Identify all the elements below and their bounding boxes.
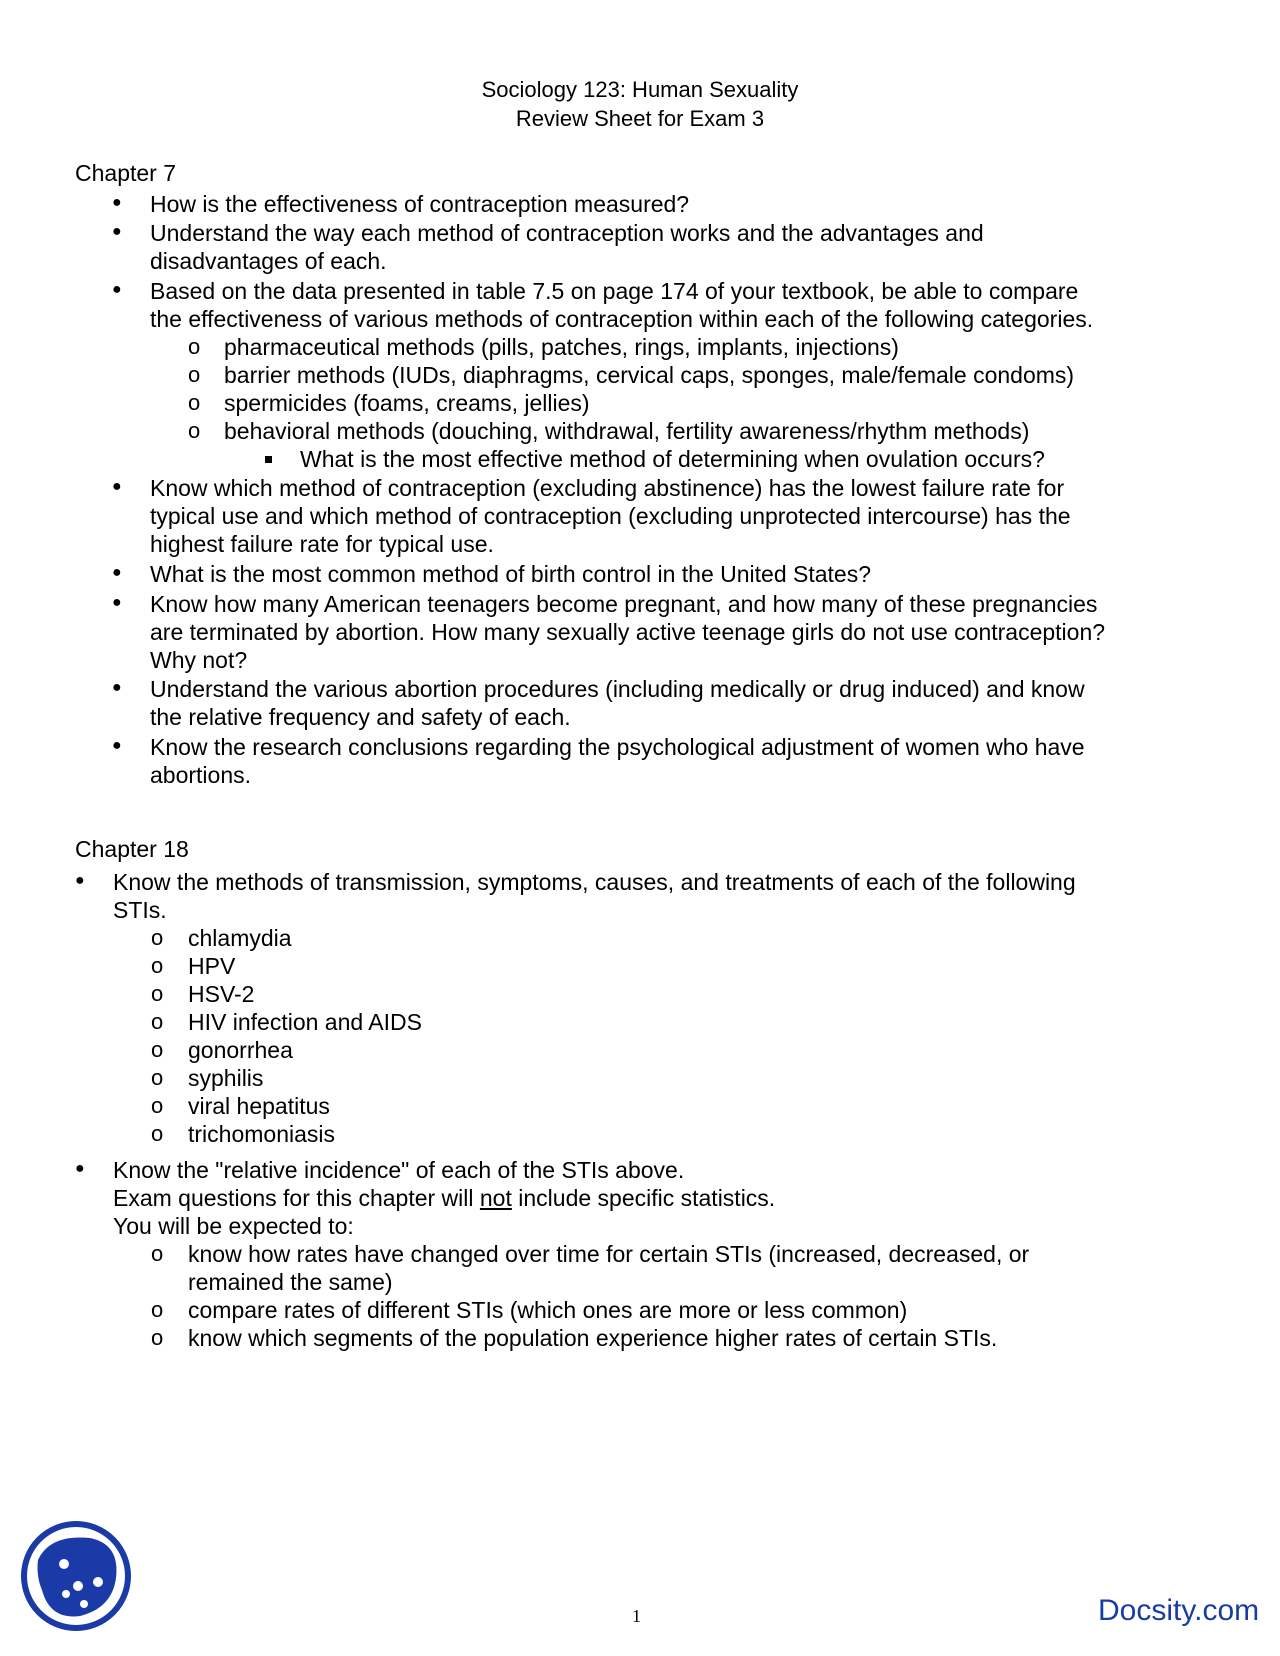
circle-bullet-icon: o xyxy=(188,390,201,415)
bullet-icon: ● xyxy=(75,1160,85,1177)
sub-list-item: behavioral methods (douching, withdrawal, fertility awareness/rhythm methods) xyxy=(224,418,1030,444)
bullet-icon: ● xyxy=(112,737,122,754)
circle-bullet-icon: o xyxy=(151,1037,164,1062)
page-number: 1 xyxy=(632,1606,641,1626)
document-subtitle: Review Sheet for Exam 3 xyxy=(515,106,765,131)
bullet-icon: ● xyxy=(112,194,122,211)
bullet-icon: ● xyxy=(112,281,122,298)
sub-list-item: know how rates have changed over time for certain STIs (increased, decreased, or xyxy=(188,1241,1030,1267)
document-title: Sociology 123: Human Sexuality xyxy=(481,77,799,102)
circle-bullet-icon: o xyxy=(151,1093,164,1118)
list-item-continued: the relative frequency and safety of each. xyxy=(150,704,571,730)
circle-bullet-icon: o xyxy=(151,1297,164,1322)
bullet-icon: ● xyxy=(112,223,122,240)
sti-list-item: gonorrhea xyxy=(188,1037,293,1063)
sti-list-item: syphilis xyxy=(188,1065,264,1091)
sub-list-item-continued: remained the same) xyxy=(188,1269,393,1295)
circle-bullet-icon: o xyxy=(188,362,201,387)
list-item-continued xyxy=(113,1184,775,1212)
circle-bullet-icon: o xyxy=(151,953,164,978)
circle-bullet-icon: o xyxy=(151,1065,164,1090)
list-item: Know the methods of transmission, symptoms, causes, and treatments of each of the following xyxy=(113,869,1076,895)
circle-bullet-icon: o xyxy=(151,1325,164,1350)
exam-note-text: Exam questions for this chapter will xyxy=(113,1185,480,1211)
bullet-icon: ● xyxy=(112,594,122,611)
circle-bullet-icon: o xyxy=(188,418,201,443)
sti-list-item: trichomoniasis xyxy=(188,1121,335,1147)
list-item-continued: abortions. xyxy=(150,762,252,788)
exam-note-text: include specific statistics. xyxy=(511,1185,776,1211)
list-item-continued: disadvantages of each. xyxy=(150,248,387,274)
bullet-icon: ● xyxy=(112,564,122,581)
list-item: How is the effectiveness of contraception measured? xyxy=(150,191,690,217)
sub-list-item: spermicides (foams, creams, jellies) xyxy=(224,390,590,416)
list-item-continued: You will be expected to: xyxy=(113,1213,354,1239)
sti-list-item: HPV xyxy=(188,953,236,979)
docsity-logo-icon xyxy=(20,1520,132,1632)
circle-bullet-icon: o xyxy=(188,334,201,359)
sti-list-item: viral hepatitus xyxy=(188,1093,330,1119)
list-item: Understand the various abortion procedures (including medically or drug induced) and know xyxy=(150,676,1085,702)
list-item: Know the "relative incidence" of each of the STIs above. xyxy=(113,1157,685,1183)
list-item-continued: the effectiveness of various methods of contraception within each of the following categories. xyxy=(150,306,1094,332)
list-item-continued: are terminated by abortion. How many sexually active teenage girls do not use contraception? xyxy=(150,619,1106,645)
list-item-continued: highest failure rate for typical use. xyxy=(150,531,494,557)
square-bullet-icon xyxy=(265,456,272,463)
list-item: What is the most common method of birth control in the United States? xyxy=(150,561,872,587)
circle-bullet-icon: o xyxy=(151,1121,164,1146)
sub-sub-list-item: What is the most effective method of determining when ovulation occurs? xyxy=(300,446,1045,472)
list-item: Know how many American teenagers become pregnant, and how many of these pregnancies xyxy=(150,591,1098,617)
circle-bullet-icon: o xyxy=(151,925,164,950)
bullet-icon: ● xyxy=(112,478,122,495)
sub-list-item: pharmaceutical methods (pills, patches, rings, implants, injections) xyxy=(224,334,899,360)
list-item-continued: Why not? xyxy=(150,647,248,673)
list-item-continued: STIs. xyxy=(113,897,167,923)
sti-list-item: HSV-2 xyxy=(188,981,255,1007)
list-item: Know which method of contraception (excluding abstinence) has the lowest failure rate for xyxy=(150,475,1065,501)
sub-list-item: barrier methods (IUDs, diaphragms, cervical caps, sponges, male/female condoms) xyxy=(224,362,1075,388)
list-item: Understand the way each method of contraception works and the advantages and xyxy=(150,220,984,246)
sub-list-item: know which segments of the population experience higher rates of certain STIs. xyxy=(188,1325,998,1351)
sub-list-item: compare rates of different STIs (which ones are more or less common) xyxy=(188,1297,908,1323)
chapter-7-heading: Chapter 7 xyxy=(75,160,177,186)
circle-bullet-icon: o xyxy=(151,1009,164,1034)
bullet-icon: ● xyxy=(112,679,122,696)
docsity-brand-link[interactable]: Docsity.com xyxy=(1098,1594,1260,1627)
sti-list-item: HIV infection and AIDS xyxy=(188,1009,422,1035)
sti-list-item: chlamydia xyxy=(188,925,292,951)
list-item: Based on the data presented in table 7.5 on page 174 of your textbook, be able to compare xyxy=(150,278,1079,304)
chapter-18-heading: Chapter 18 xyxy=(75,836,189,862)
circle-bullet-icon: o xyxy=(151,981,164,1006)
list-item-continued: typical use and which method of contraception (excluding unprotected intercourse) has the xyxy=(150,503,1071,529)
list-item: Know the research conclusions regarding the psychological adjustment of women who have xyxy=(150,734,1085,760)
bullet-icon: ● xyxy=(75,872,85,889)
underlined-not: not xyxy=(479,1185,512,1211)
circle-bullet-icon: o xyxy=(151,1241,164,1266)
